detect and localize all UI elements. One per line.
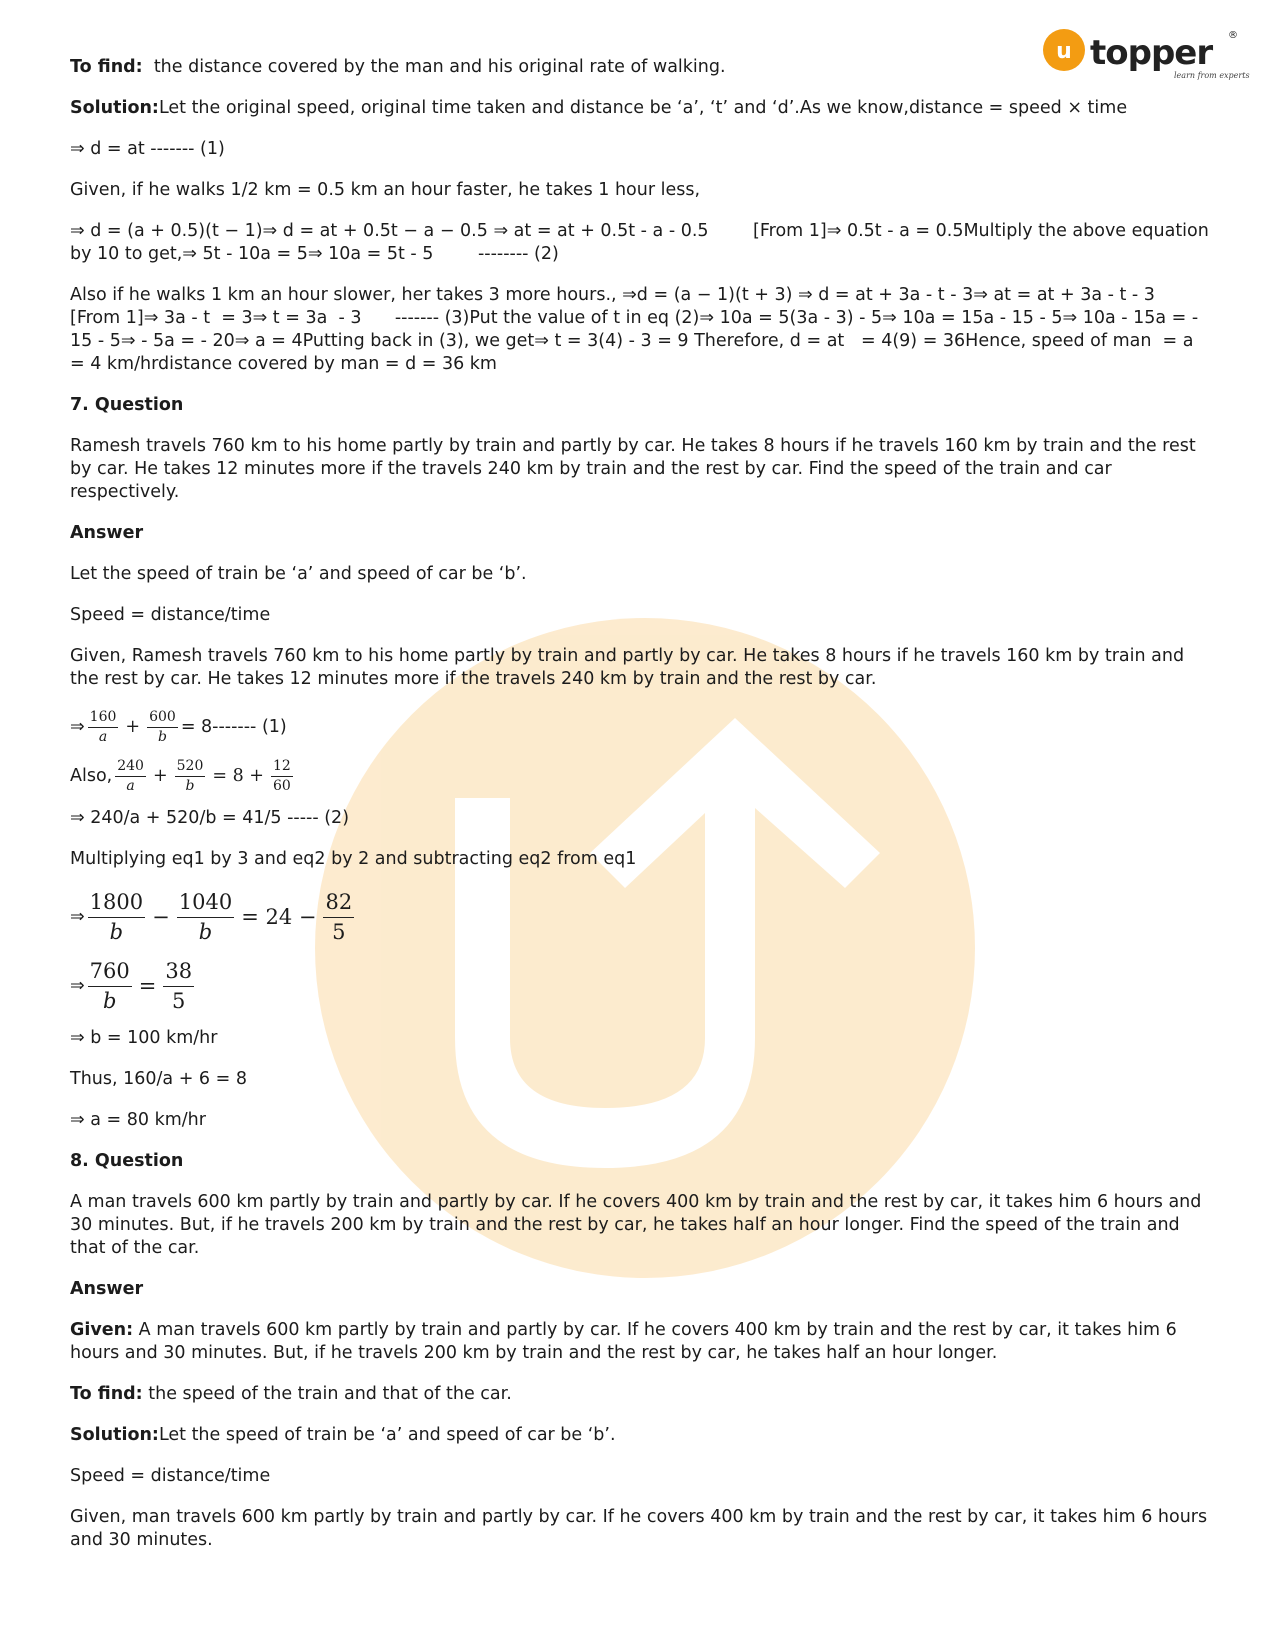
operator: = 8 + (212, 766, 264, 786)
logo-registered: ® (1228, 30, 1238, 41)
fraction: $\frac{600}{b}$ (149, 709, 176, 745)
operator: = 24 − (241, 905, 317, 929)
solution-paragraph (70, 97, 1210, 120)
fraction: $\frac{160}{a}$ (89, 709, 117, 745)
answer-line: Speed = distance/time (70, 1466, 271, 1486)
equation-line: ⇒ d = at ------- (1) (70, 139, 225, 159)
solution-paragraph: Solution:Let the speed of train be ‘a’ and speed of car be ‘b’. (70, 1425, 616, 1445)
operator: − (152, 905, 170, 929)
logo-mark: u (1056, 39, 1072, 64)
derivation-paragraph: ⇒ d = (a + 0.5)(t − 1)⇒ d = at + 0.5t − a − 0.5 ⇒ at = at + 0.5t - a - 0.5 [From 1]⇒ 0.5t - a = 0.5Multiply the above equation by 10 to get,⇒ 5t - 10a = 5⇒ 10a = 5t - 5 -------- (2) (70, 221, 1215, 264)
label: To find: (70, 57, 143, 77)
fraction: $\frac{520}{b}$ (176, 758, 204, 794)
fraction: $\frac{12}{60}$ (272, 758, 291, 794)
equation-4 (70, 958, 1210, 1015)
given-paragraph: Given: A man travels 600 km partly by train and partly by car. If he covers 400 km by train and the rest by car, it takes him 6 hours and 30 minutes. But, if he travels 200 km by train and the rest by car, he takes half an hour longer. (70, 1320, 1183, 1363)
arrow: ⇒ (70, 717, 85, 737)
text: Let the original speed, original time taken and distance be ‘a’, ‘t’ and ‘d’.As we know,distance = speed × time (158, 98, 1128, 118)
fraction: $\frac{760}{b}$ (89, 959, 130, 1013)
equation-3 (70, 889, 1210, 946)
question-text: A man travels 600 km partly by train and partly by car. If he covers 400 km by train and the rest by car, it takes him 6 hours and 30 minutes. But, if he travels 200 km by train and the rest by car, he takes half an hour longer. Find the speed of the train and that of the car. (70, 1192, 1207, 1258)
prefix: Also, (70, 766, 113, 786)
label: Solution: (70, 98, 159, 118)
arrow: ⇒ (70, 907, 85, 927)
given-paragraph: Given, if he walks 1/2 km = 0.5 km an hour faster, he takes 1 hour less, (70, 180, 701, 200)
fraction: $\frac{82}{5}$ (325, 890, 353, 944)
question-heading: 7. Question (70, 395, 184, 415)
derivation-paragraph: Also if he walks 1 km an hour slower, her takes 3 more hours., ⇒d = (a − 1)(t + 3) ⇒ d = at + 3a - t - 3⇒ at = at + 3a - t - 3 [From 1]⇒ 3a - t = 3⇒ t = 3a - 3 ------- (3)Put the value of t in eq (2)⇒ 10a = 5(3a - 3) - 5⇒ 10a = 15a - 15 - 5⇒ 10a - 15a = - 15 - 5⇒ - 5a = - 20⇒ a = 4Putting back in (3), we get⇒ t = 3(4) - 3 = 9 Therefore, d = at = 4(9) = 36Hence, speed of man = a = 4 km/hrdistance covered by man = d = 36 km (70, 285, 1206, 374)
question-heading: 8. Question (70, 1151, 184, 1171)
fraction: $\frac{38}{5}$ (165, 959, 193, 1013)
to-find-paragraph (70, 56, 1210, 79)
fraction: $\frac{240}{a}$ (117, 758, 144, 794)
answer-line: Given, Ramesh travels 760 km to his home partly by train and partly by car. He takes 8 hours if he travels 160 km by train and the rest by car. He takes 12 minutes more if the travels 240 km by train and the rest by car. (70, 646, 1190, 689)
answer-line: Let the speed of train be ‘a’ and speed of car be ‘b’. (70, 564, 527, 584)
question-text: Ramesh travels 760 km to his home partly by train and partly by car. He takes 8 hours if he travels 160 km by train and the rest by car. He takes 12 minutes more if the travels 240 km by train and the rest by car. Find the speed of the train and car respectively. (70, 436, 1202, 502)
answer-heading: Answer (70, 523, 144, 543)
answer-line: Speed = distance/time (70, 605, 271, 625)
answer-line: Given, man travels 600 km partly by train and partly by car. If he covers 400 km by train and the rest by car, it takes him 6 hours and 30 minutes. (70, 1507, 1213, 1550)
equation-line: Thus, 160/a + 6 = 8 (70, 1069, 247, 1089)
text: the distance covered by the man and his original rate of walking. (142, 57, 726, 77)
to-find-paragraph: To find: the speed of the train and that of the car. (70, 1384, 512, 1404)
operator: + (125, 717, 141, 737)
topper-logo (1042, 26, 1250, 86)
equation-line: ⇒ 240/a + 520/b = 41/5 ----- (2) (70, 808, 350, 828)
logo-tagline: learn from experts (1174, 71, 1250, 80)
arrow: ⇒ (70, 976, 85, 996)
fraction: $\frac{1800}{b}$ (89, 890, 144, 944)
equation-line: ⇒ b = 100 km/hr (70, 1028, 218, 1048)
equation-rhs: = 8------- (1) (180, 717, 287, 737)
operator: + (152, 766, 168, 786)
equation-line: ⇒ a = 80 km/hr (70, 1110, 206, 1130)
answer-heading: Answer (70, 1279, 144, 1299)
logo-text: topper (1090, 33, 1213, 73)
answer-line: Multiplying eq1 by 3 and eq2 by 2 and subtracting eq2 from eq1 (70, 849, 637, 869)
equation-2 (70, 758, 1210, 795)
fraction: $\frac{1040}{b}$ (178, 890, 233, 944)
equation-1 (70, 709, 1210, 746)
operator: = (138, 974, 157, 998)
